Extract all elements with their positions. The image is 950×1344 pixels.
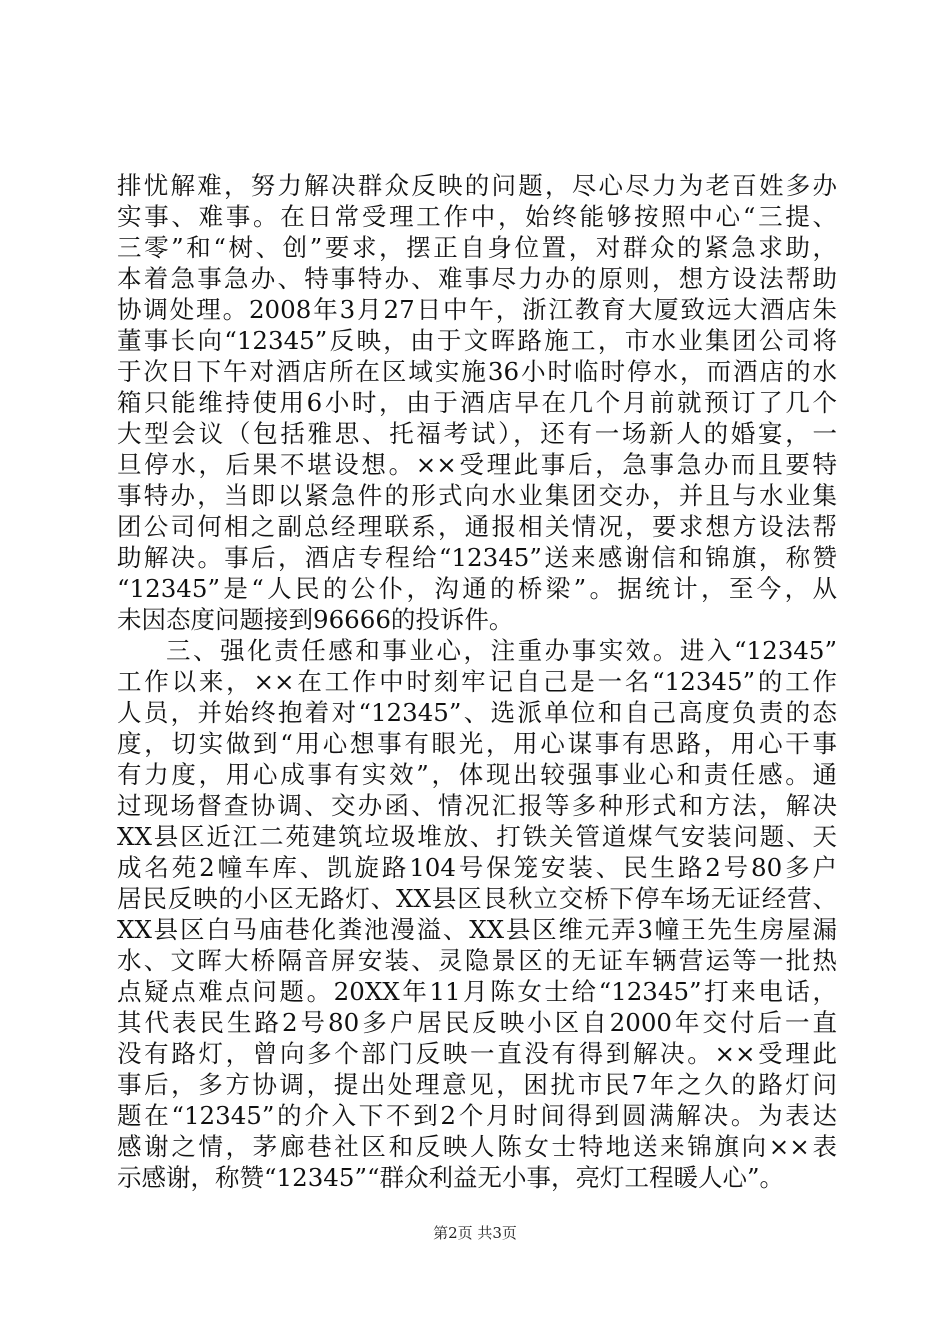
text-line-5: 协调处理。2008年3月27日中午，浙江教育大厦致远大酒店朱 <box>117 295 837 324</box>
text-line-11: 事特办，当即以紧急件的形式向水业集团交办，并且与水业集 <box>117 481 837 510</box>
text-line-29: 没有路灯，曾向多个部门反映一直没有得到解决。××受理此 <box>117 1039 837 1068</box>
text-line-21: 过现场督查协调、交办函、情况汇报等多种形式和方法，解决 <box>117 791 837 820</box>
body-text <box>117 170 837 1193</box>
text-line-26: 水、文晖大桥隔音屏安装、灵隐景区的无证车辆营运等一批热 <box>117 946 837 975</box>
text-line-32: 感谢之情，茅廊巷社区和反映人陈女士特地送来锦旗向××表 <box>117 1132 837 1161</box>
text-line-9: 大型会议（包括雅思、托福考试），还有一场新人的婚宴，一 <box>117 419 837 448</box>
text-line-6: 董事长向“12345”反映，由于文晖路施工，市水业集团公司将 <box>117 326 837 355</box>
text-line-12: 团公司何相之副总经理联系，通报相关情况，要求想方设法帮 <box>117 512 837 541</box>
text-line-14: “12345”是“人民的公仆，沟通的桥梁”。据统计，至今，从 <box>117 574 837 603</box>
text-line-24: 居民反映的小区无路灯、XX县区艮秋立交桥下停车场无证经营、 <box>117 884 837 913</box>
text-line-13: 助解决。事后，酒店专程给“12345”送来感谢信和锦旗，称赞 <box>117 543 837 572</box>
text-line-4: 本着急事急办、特事特办、难事尽力办的原则，想方设法帮助 <box>117 264 837 293</box>
text-line-19: 度，切实做到“用心想事有眼光，用心谋事有思路，用心干事 <box>117 729 837 758</box>
text-line-33: 示感谢，称赞“12345”“群众利益无小事，亮灯工程暖人心”。 <box>117 1163 785 1192</box>
text-line-8: 箱只能维持使用6小时，由于酒店早在几个月前就预订了几个 <box>117 388 837 417</box>
text-line-16: 三、强化责任感和事业心，注重办事实效。进入“12345” <box>166 636 837 665</box>
text-line-7: 于次日下午对酒店所在区域实施36小时临时停水，而酒店的水 <box>117 357 837 386</box>
text-line-25: XX县区白马庙巷化粪池漫溢、XX县区维元弄3幢王先生房屋漏 <box>117 915 837 944</box>
text-line-2: 实事、难事。在日常受理工作中，始终能够按照中心“三提、 <box>117 202 837 231</box>
text-line-30: 事后，多方协调，提出处理意见，困扰市民7年之久的路灯问 <box>117 1070 837 1099</box>
text-line-15: 未因态度问题接到96666的投诉件。 <box>117 605 514 634</box>
text-line-27: 点疑点难点问题。20XX年11月陈女士给“12345”打来电话， <box>117 977 837 1006</box>
text-line-1: 排忧解难，努力解决群众反映的问题，尽心尽力为老百姓多办 <box>117 171 837 200</box>
text-line-23: 成名苑2幢车库、凯旋路104号保笼安装、民生路2号80多户 <box>117 853 837 882</box>
text-line-28: 其代表民生路2号80多户居民反映小区自2000年交付后一直 <box>117 1008 837 1037</box>
text-line-18: 人员，并始终抱着对“12345”、选派单位和自己高度负责的态 <box>117 698 837 727</box>
page-footer: 第2页 共3页 <box>433 1224 517 1242</box>
text-line-22: XX县区近江二苑建筑垃圾堆放、打铁关管道煤气安装问题、天 <box>117 822 837 851</box>
text-line-20: 有力度，用心成事有实效”，体现出较强事业心和责任感。通 <box>117 760 837 789</box>
text-line-17: 工作以来，××在工作中时刻牢记自己是一名“12345”的工作 <box>117 667 837 696</box>
text-line-3: 三零”和“树、创”要求，摆正自身位置，对群众的紧急求助， <box>117 233 837 262</box>
text-line-31: 题在“12345”的介入下不到2个月时间得到圆满解决。为表达 <box>117 1101 837 1130</box>
text-line-10: 旦停水，后果不堪设想。××受理此事后，急事急办而且要特 <box>117 450 837 479</box>
